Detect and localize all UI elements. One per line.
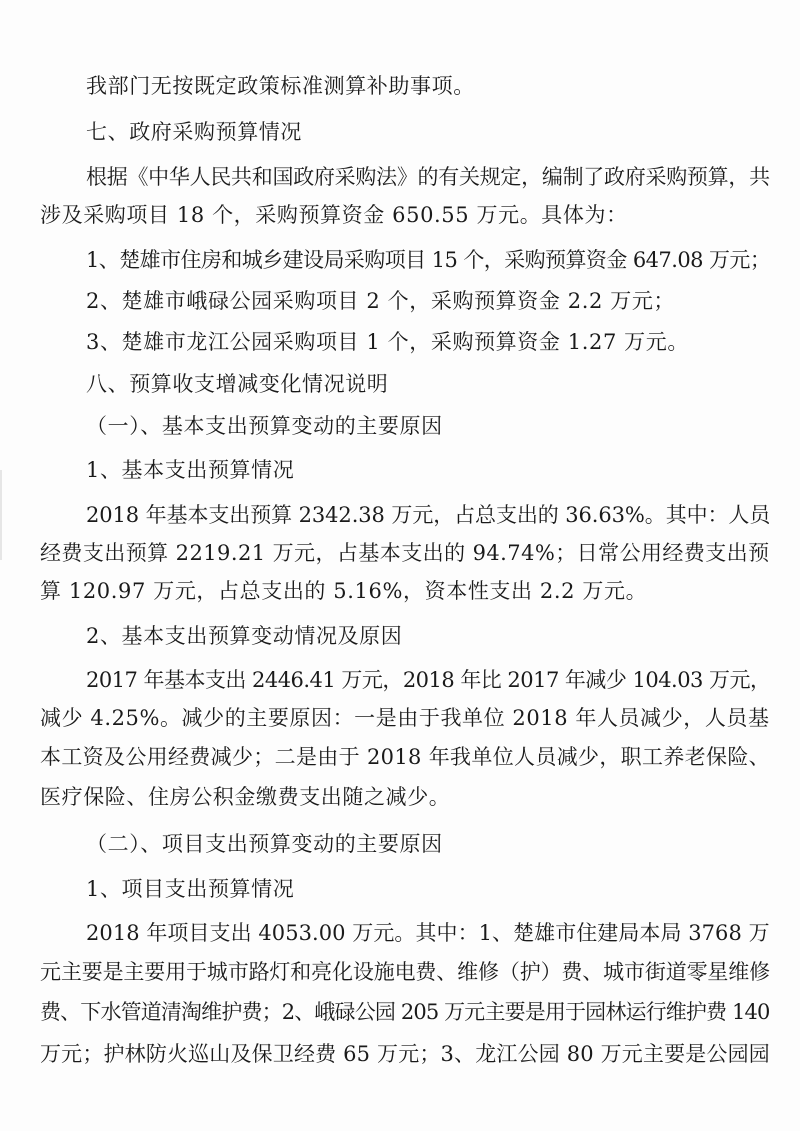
list-item: 3、楚雄市龙江公园采购项目 1 个，采购预算资金 1.27 万元。	[86, 330, 689, 354]
paragraph-line: 涉及采购项目 18 个，采购预算资金 650.55 万元。具体为：	[40, 203, 628, 227]
list-item: 2、楚雄市峨碌公园采购项目 2 个，采购预算资金 2.2 万元；	[86, 289, 676, 313]
paragraph-line: 2018 年项目支出 4053.00 万元。其中：1、楚雄市住建局本局 3768 万	[86, 921, 770, 945]
paragraph-line: 我部门无按既定政策标准测算补助事项。	[86, 74, 475, 98]
paragraph-line: 根据《中华人民共和国政府采购法》的有关规定，编制了政府采购预算，共	[86, 165, 770, 189]
section-heading: 八、预算收支增减变化情况说明	[86, 372, 389, 396]
paragraph-line: 2018 年基本支出预算 2342.38 万元，占总支出的 36.63%。其中：人员	[86, 503, 771, 527]
paragraph-line: 算 120.97 万元，占总支出的 5.16%，资本性支出 2.2 万元。	[40, 579, 648, 603]
subsection-heading: 2、基本支出预算变动情况及原因	[86, 624, 403, 648]
paragraph-line: 经费支出预算 2219.21 万元，占基本支出的 94.74%；日常公用经费支出预	[40, 541, 770, 565]
paragraph-line: 医疗保险、住房公积金缴费支出随之减少。	[40, 785, 451, 809]
section-heading: 七、政府采购预算情况	[86, 120, 302, 144]
paragraph-line: 减少 4.25%。减少的主要原因：一是由于我单位 2018 年人员减少，人员基	[40, 706, 770, 730]
subsection-heading: （二）、项目支出预算变动的主要原因	[86, 832, 443, 856]
list-item: 1、楚雄市住房和城乡建设局采购项目 15 个，采购预算资金 647.08 万元；	[86, 248, 771, 272]
paragraph-line: 2017 年基本支出 2446.41 万元，2018 年比 2017 年减少 104.03 万元，	[86, 668, 771, 692]
subsection-heading: （一）、基本支出预算变动的主要原因	[86, 414, 443, 438]
paragraph-line: 本工资及公用经费减少；二是由于 2018 年我单位人员减少，职工养老保险、	[40, 745, 770, 769]
paragraph-line: 元主要是主要用于城市路灯和亮化设施电费、维修（护）费、城市街道零星维修	[40, 960, 770, 984]
subsection-heading: 1、项目支出预算情况	[86, 877, 295, 901]
paragraph-line: 费、下水管道清淘维护费；2、峨碌公园 205 万元主要是用于园林运行维护费 140	[40, 1000, 770, 1024]
scan-edge-mark	[0, 470, 2, 560]
subsection-heading: 1、基本支出预算情况	[86, 458, 295, 482]
paragraph-line: 万元；护林防火巡山及保卫经费 65 万元；3、龙江公园 80 万元主要是公园园	[40, 1042, 770, 1066]
